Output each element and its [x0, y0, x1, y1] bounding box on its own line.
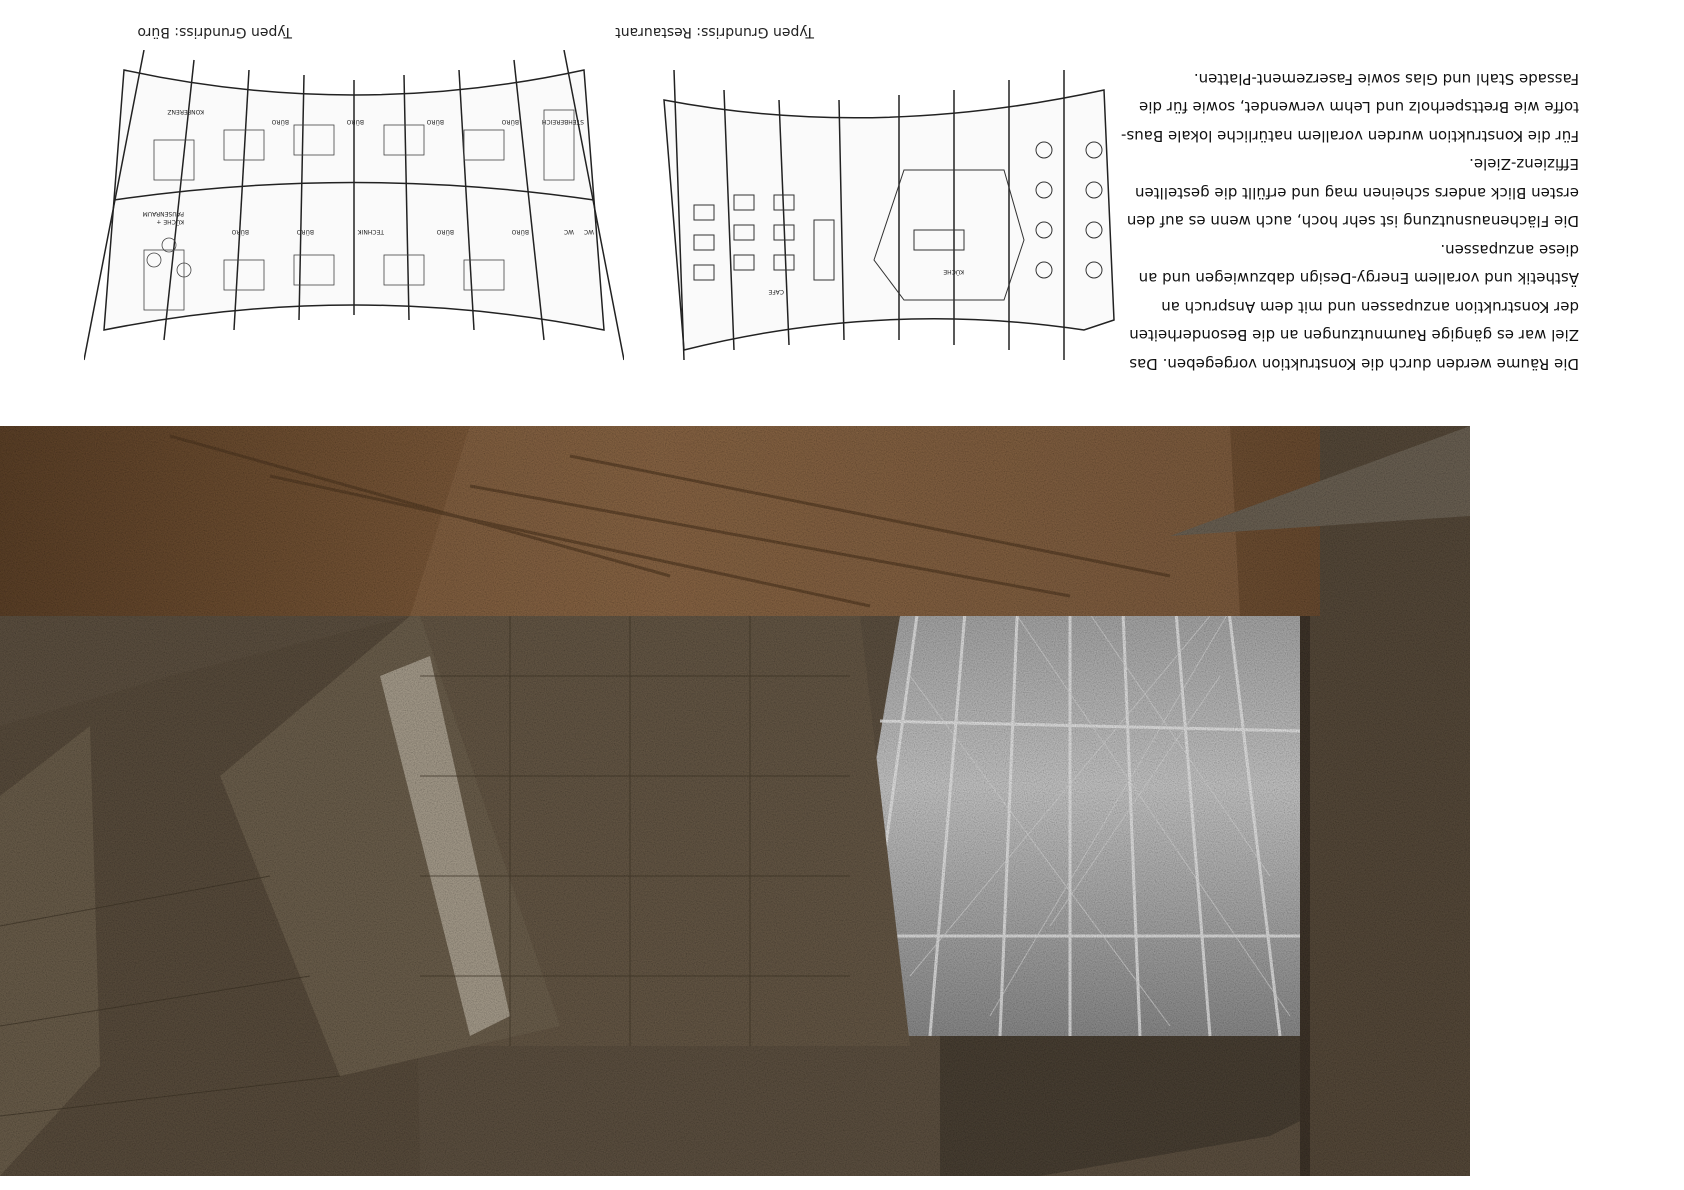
text-line: Effizienz-Ziele.: [1469, 155, 1579, 174]
caption-restaurant: Typen Grundriss: Restaurant: [615, 24, 814, 40]
text-line: Für die Konstruktion wurden vorallem natürliche lokale Baus-: [1120, 127, 1579, 145]
text-line: Die Räume werden durch die Konstruktion vorgegeben. Das: [1129, 355, 1579, 373]
floor-plan-buero: [84, 50, 624, 370]
text-line: Ziel war es gängige Raumnutzungen an die Besonderheiten: [1129, 326, 1579, 345]
text-line: Fassade Stahl und Glas sowie Faserzement-Platten.: [1193, 70, 1579, 88]
interior-render-drawing: [0, 426, 1470, 1176]
text-line: Ästhetik und vorallem Energy-Design dabzuwiegen und an: [1138, 269, 1579, 288]
svg-text:BÜRO: BÜRO: [426, 118, 444, 125]
svg-text:KÜCHE: KÜCHE: [943, 268, 964, 275]
svg-text:BÜRO: BÜRO: [271, 118, 289, 125]
svg-text:BÜRO: BÜRO: [436, 228, 454, 235]
description-text: [1120, 65, 1579, 379]
text-line: Die Flächenausnutzung ist sehr hoch, auch wenn es auf den: [1126, 212, 1579, 231]
svg-text:TECHNIK: TECHNIK: [357, 228, 384, 235]
svg-text:PAUSENRAUM: PAUSENRAUM: [142, 210, 184, 217]
svg-text:BÜRO: BÜRO: [231, 228, 249, 235]
svg-text:CAFE: CAFE: [768, 288, 784, 295]
svg-text:KONFERENZ: KONFERENZ: [167, 108, 204, 115]
svg-text:BÜRO: BÜRO: [501, 118, 519, 125]
text-line: ersten Blick anders scheinen mag und erfüllt die gestellten: [1135, 184, 1579, 202]
floor-plan-restaurant: [654, 70, 1124, 390]
interior-render: [0, 426, 1470, 1176]
text-line: diese anzupassen.: [1440, 241, 1579, 259]
floor-plan-buero-drawing: [84, 50, 624, 370]
svg-text:BÜRO: BÜRO: [346, 118, 364, 125]
svg-text:BÜRO: BÜRO: [511, 228, 529, 235]
floor-plan-restaurant-drawing: [654, 70, 1124, 390]
caption-buero: Typen Grundriss: Büro: [137, 24, 292, 40]
svg-text:KÜCHE +: KÜCHE +: [156, 218, 184, 225]
svg-text:WC: WC: [583, 228, 594, 235]
svg-text:WC: WC: [563, 228, 574, 235]
svg-text:BÜRO: BÜRO: [296, 228, 314, 235]
svg-text:STEHBEREICH: STEHBEREICH: [541, 118, 584, 125]
text-line: der Konstruktion anzupassen und mit dem Anspruch an: [1161, 298, 1579, 316]
text-line: toffe wie Brettsperholz und Lehm verwendet, sowie für die: [1139, 98, 1579, 117]
